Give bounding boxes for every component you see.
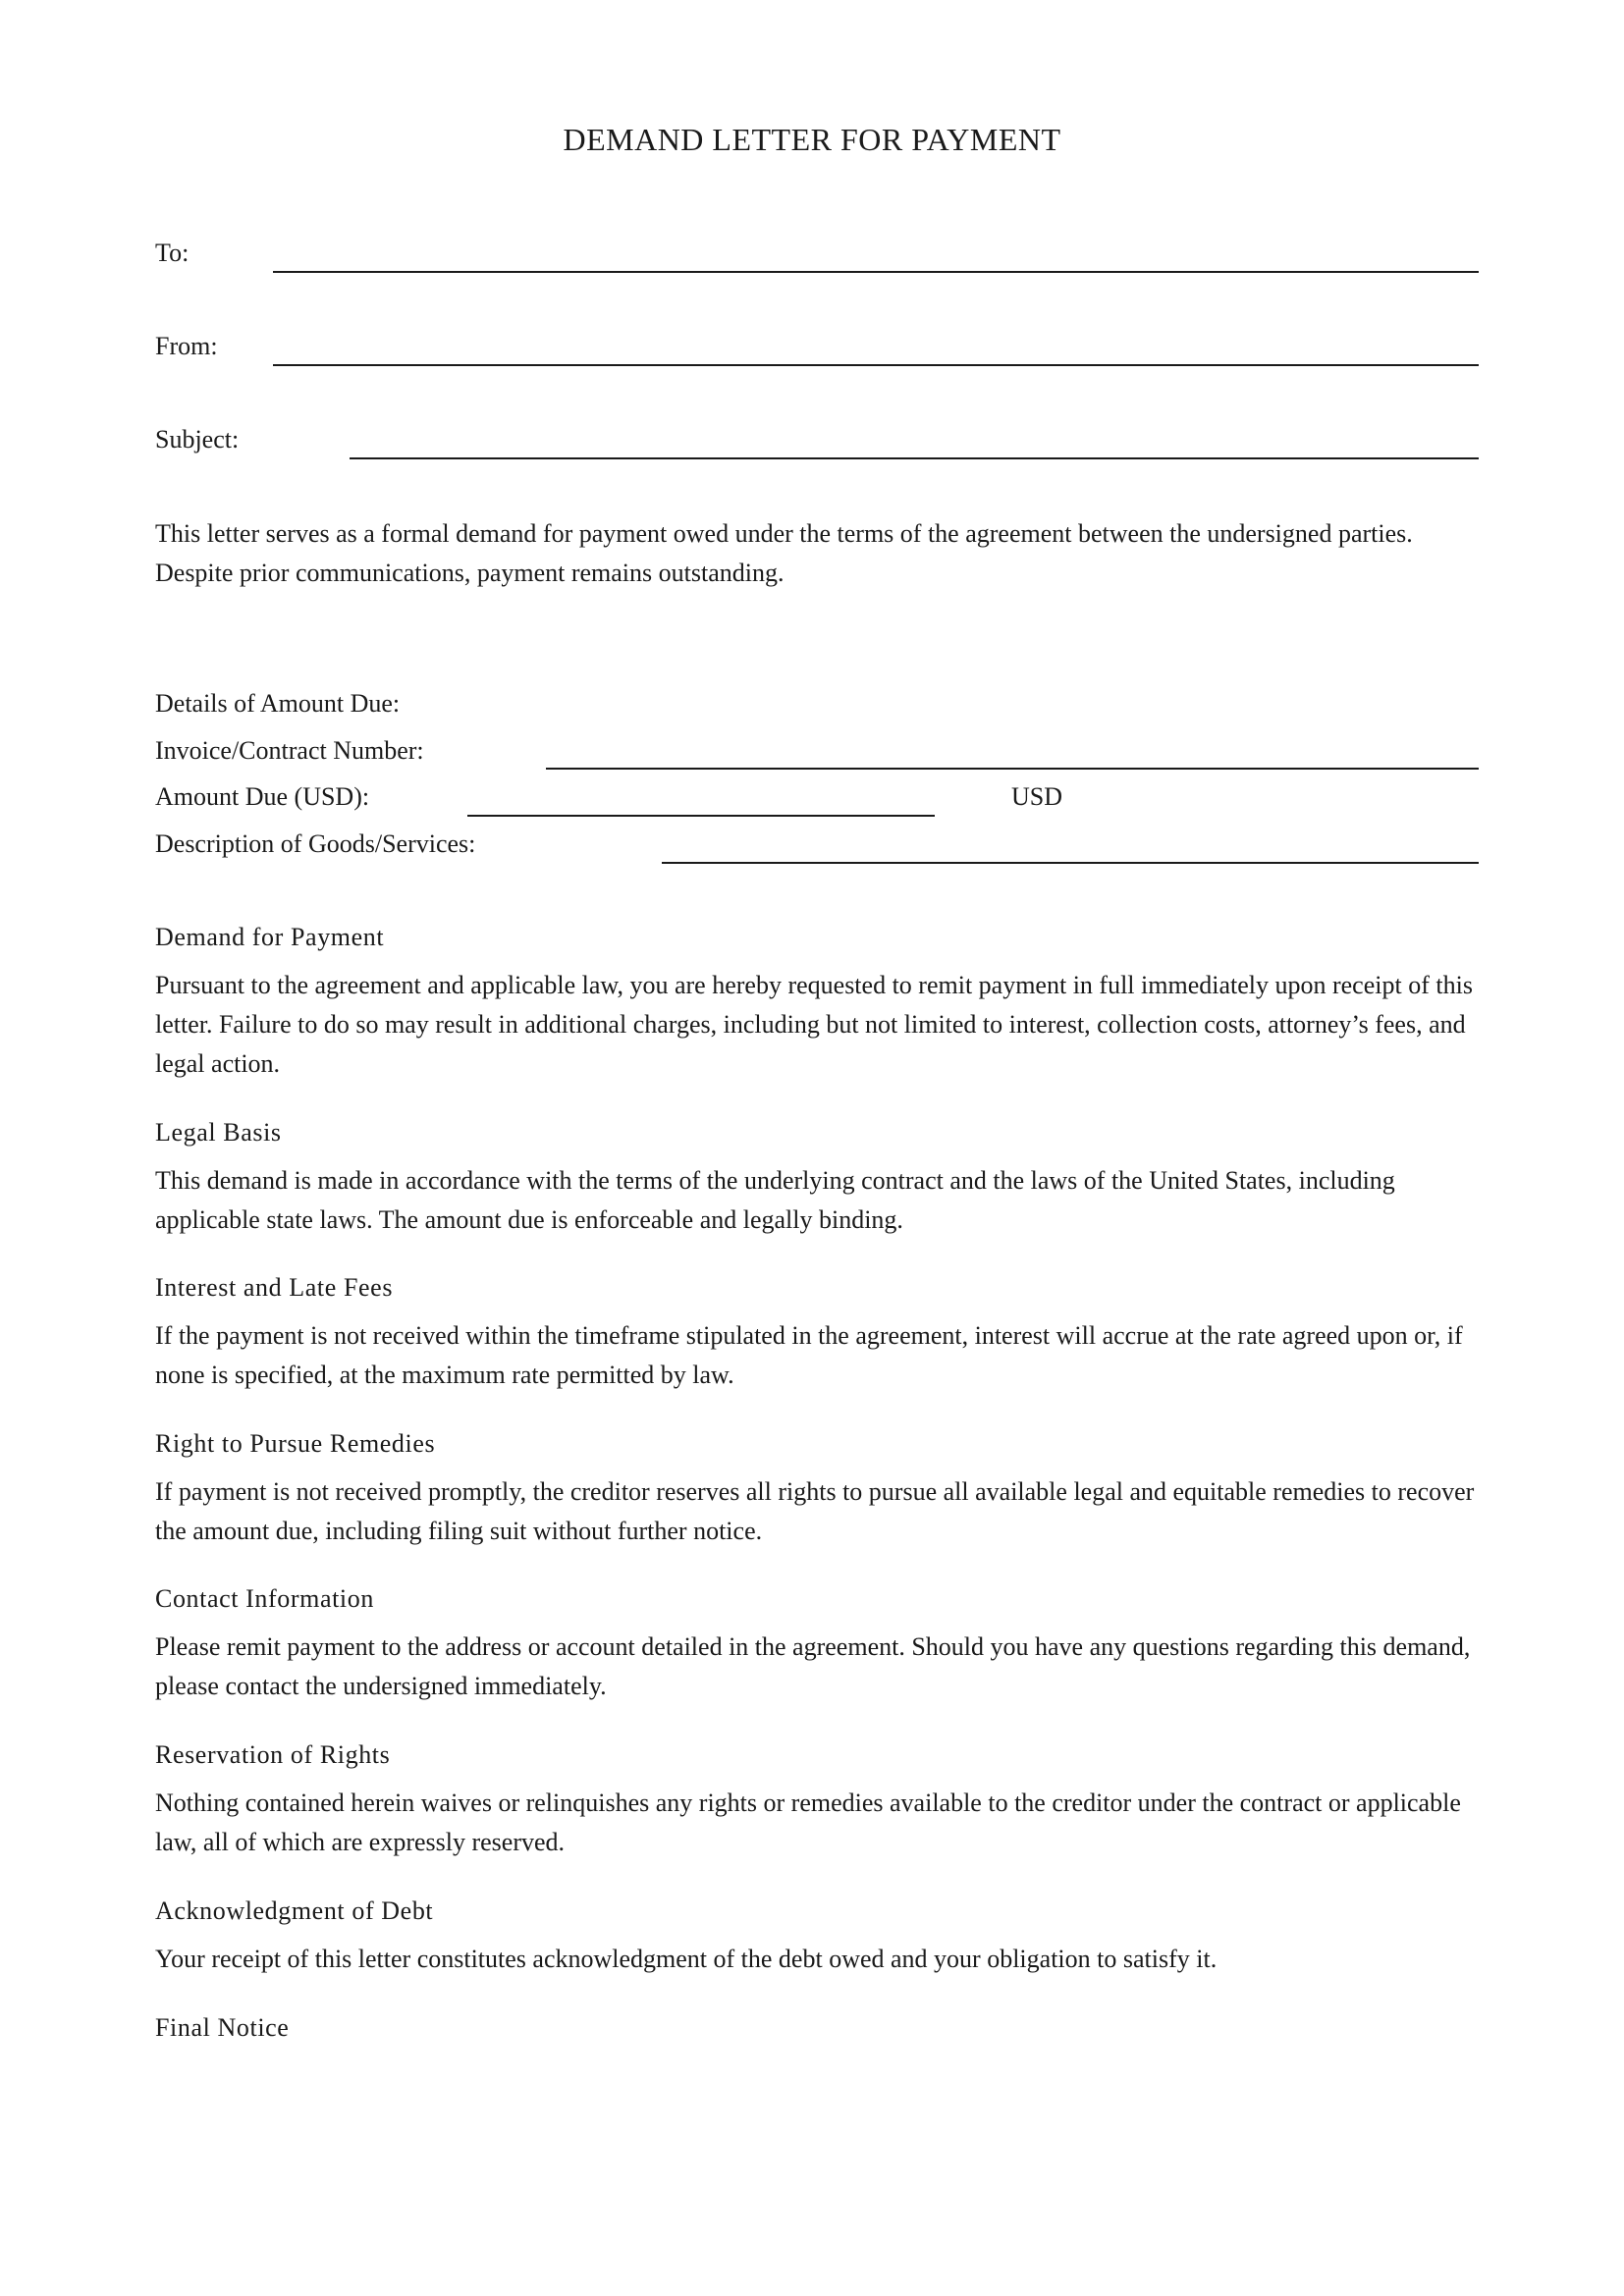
section-heading: Legal Basis	[155, 1118, 282, 1147]
section-heading: Contact Information	[155, 1584, 374, 1613]
section-body: Pursuant to the agreement and applicable law, you are hereby requested to remit payment in full immediately upon receipt of this letter. Failure to do so may result in additional charges, including but not limited to interest, collection costs, attorney’s fees, and legal action.	[155, 971, 1473, 1078]
description-field-line[interactable]	[662, 862, 1479, 864]
section-heading: Right to Pursue Remedies	[155, 1429, 436, 1458]
section-body: Nothing contained herein waives or relinquishes any rights or remedies available to the creditor under the contract or applicable law, all of which are expressly reserved.	[155, 1789, 1461, 1856]
section-body: If the payment is not received within the timeframe stipulated in the agreement, interest will accrue at the rate agreed upon or, if none is specified, at the maximum rate permitted by law.	[155, 1321, 1463, 1389]
section-heading: Reservation of Rights	[155, 1740, 391, 1769]
invoice-field-line[interactable]	[546, 768, 1479, 770]
amount-field-line[interactable]	[467, 815, 935, 817]
from-label: From:	[155, 332, 218, 360]
amount-details-heading: Details of Amount Due:	[155, 689, 401, 718]
subject-label: Subject:	[155, 425, 240, 454]
from-field-line[interactable]	[273, 364, 1479, 366]
section-body: Your receipt of this letter constitutes acknowledgment of the debt owed and your obligation to satisfy it.	[155, 1945, 1218, 1973]
section-heading: Final Notice	[155, 2013, 290, 2042]
to-field-line[interactable]	[273, 271, 1479, 273]
currency-label: USD	[1011, 782, 1063, 811]
section-heading: Acknowledgment of Debt	[155, 1896, 434, 1925]
document-title: DEMAND LETTER FOR PAYMENT	[563, 122, 1061, 157]
description-label: Description of Goods/Services:	[155, 829, 476, 858]
invoice-label: Invoice/Contract Number:	[155, 736, 424, 765]
subject-field-line[interactable]	[350, 457, 1479, 459]
section-heading: Demand for Payment	[155, 923, 385, 951]
amount-label: Amount Due (USD):	[155, 782, 370, 811]
section-heading: Interest and Late Fees	[155, 1273, 394, 1302]
section-body: This demand is made in accordance with the terms of the underlying contract and the laws of the United States, including applicable state laws. The amount due is enforceable and legally binding.	[155, 1166, 1395, 1234]
section-body: Please remit payment to the address or account detailed in the agreement. Should you have any questions regarding this demand, please contact the undersigned immediately.	[155, 1632, 1471, 1700]
intro-paragraph: This letter serves as a formal demand for payment owed under the terms of the agreement between the undersigned parties. Despite prior communications, payment remains outstanding.	[155, 519, 1413, 587]
to-label: To:	[155, 239, 189, 267]
section-body: If payment is not received promptly, the creditor reserves all rights to pursue all available legal and equitable remedies to recover the amount due, including filing suit without further notice.	[155, 1477, 1475, 1545]
